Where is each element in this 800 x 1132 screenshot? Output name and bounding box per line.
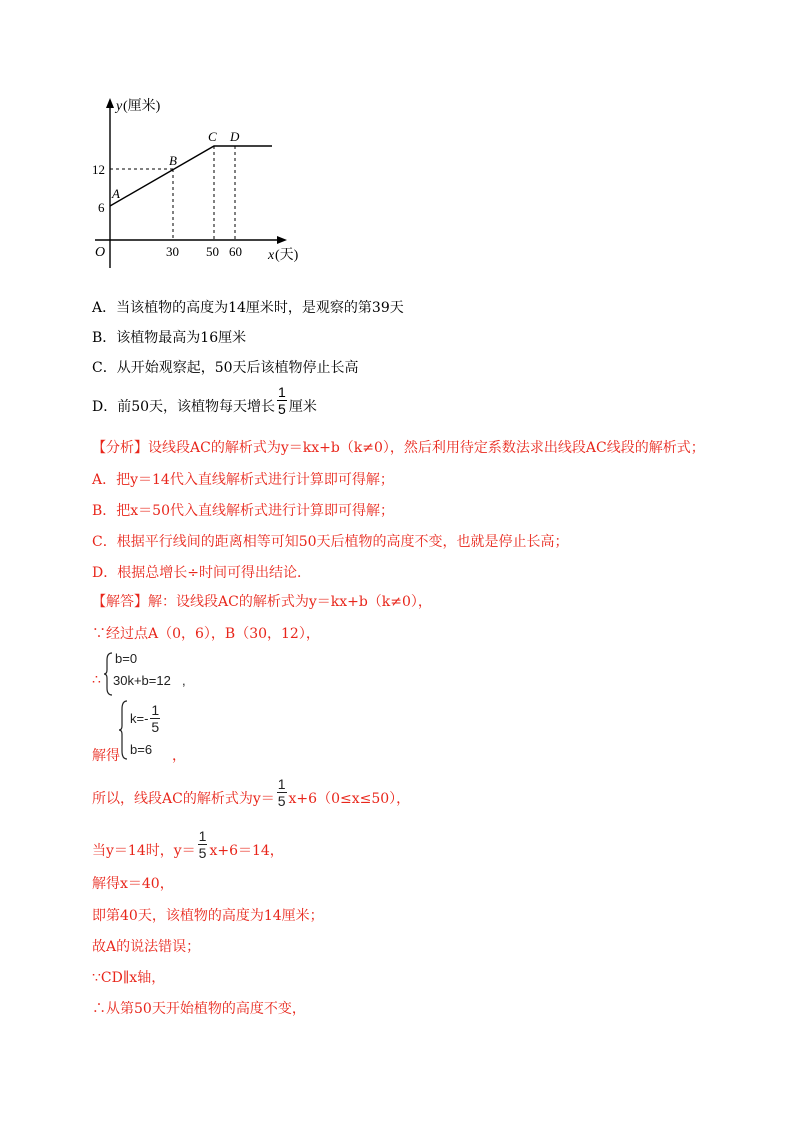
analysis-line-4: C．根据平行线间的距离相等可知50天后植物的高度不变，也就是停止长高； <box>92 534 569 550</box>
solution-dang <box>92 828 284 861</box>
dang-suffix: x+6＝14， <box>209 843 284 859</box>
system-1-end: , <box>182 673 186 688</box>
fraction-denominator: 5 <box>278 401 286 417</box>
fraction-numerator: 1 <box>278 384 286 400</box>
fraction-numerator: 1 <box>277 776 286 792</box>
system-2-eq-1-prefix: k=- <box>130 711 149 726</box>
x-axis-arrow <box>277 236 287 244</box>
point-a-label: A <box>112 186 120 201</box>
solution-cd-parallel: ∵CD∥x轴， <box>92 970 166 986</box>
solution-cong: ∴从第50天开始植物的高度不变， <box>92 1001 306 1017</box>
x-tick-30: 30 <box>166 244 179 259</box>
fraction-denominator: 5 <box>277 793 286 809</box>
x-tick-50: 50 <box>206 244 219 259</box>
option-c: C．从开始观察起，50天后该植物停止长高 <box>92 360 359 376</box>
therefore-symbol: ∴ <box>92 672 101 688</box>
fraction-denominator: 5 <box>151 719 160 735</box>
solution-jiede-2: 解得x＝40， <box>92 876 174 892</box>
system-1-eq-1: b=0 <box>115 651 138 666</box>
analysis-line-3: B．把x＝50代入直线解析式进行计算即可得解； <box>92 503 394 519</box>
suoyi-prefix: 所以，线段AC的解析式为y＝ <box>92 791 275 807</box>
solution-line-2: ∵经过点A（0，6），B（30，12）， <box>92 626 320 642</box>
x-axis-label: x <box>268 248 275 263</box>
option-b: B．该植物最高为16厘米 <box>92 330 247 346</box>
system-2-end: ， <box>172 748 186 764</box>
y-axis-arrow <box>106 98 114 108</box>
dang-fraction <box>198 828 208 861</box>
solution-line-1: 【解答】解：设线段AC的解析式为y＝kx+b（k≠0）， <box>92 594 432 610</box>
system-2-eq-2: b=6 <box>130 742 153 757</box>
y-tick-6: 6 <box>98 200 105 215</box>
system-1-eq-2: 30k+b=12 <box>113 673 171 688</box>
analysis-line-1: 【分析】设线段AC的解析式为y＝kx+b（k≠0），然后利用待定系数法求出线段AC线段的解析式； <box>92 440 705 456</box>
suoyi-suffix: x+6（0≤x≤50）， <box>288 791 411 807</box>
y-axis-unit: (厘米) <box>123 99 161 114</box>
system-2-brace <box>119 700 129 760</box>
fraction-numerator: 1 <box>198 828 207 844</box>
solution-suoyi <box>92 776 410 809</box>
system-2-eq-1 <box>130 702 162 735</box>
option-d <box>92 384 317 417</box>
option-d-fraction <box>277 384 287 417</box>
solution-ji: 即第40天，该植物的高度为14厘米； <box>92 908 324 924</box>
solution-gu: 故A的说法错误； <box>92 939 201 955</box>
origin-label: O <box>95 245 106 260</box>
dang-prefix: 当y＝14时，y＝ <box>92 843 196 859</box>
option-a: A．当该植物的高度为14厘米时，是观察的第39天 <box>92 300 404 316</box>
analysis-line-2: A．把y＝14代入直线解析式进行计算即可得解； <box>92 472 394 488</box>
option-d-prefix: D．前50天，该植物每天增长 <box>92 399 276 415</box>
point-d-label: D <box>230 129 240 144</box>
system-2-fraction <box>150 702 160 735</box>
x-tick-60: 60 <box>229 244 242 259</box>
jiede-label: 解得 <box>92 748 120 764</box>
y-axis-label: y <box>116 99 123 114</box>
option-d-suffix: 厘米 <box>288 399 317 415</box>
height-line <box>110 146 272 206</box>
fraction-denominator: 5 <box>198 845 207 861</box>
suoyi-fraction <box>277 776 287 809</box>
analysis-line-5: D．根据总增长÷时间可得出结论． <box>92 565 311 581</box>
point-b-label: B <box>169 153 177 168</box>
fraction-numerator: 1 <box>151 702 160 718</box>
height-time-graph <box>0 0 800 280</box>
y-tick-12: 12 <box>92 162 105 177</box>
point-c-label: C <box>208 129 217 144</box>
x-axis-unit: (天) <box>275 248 299 263</box>
